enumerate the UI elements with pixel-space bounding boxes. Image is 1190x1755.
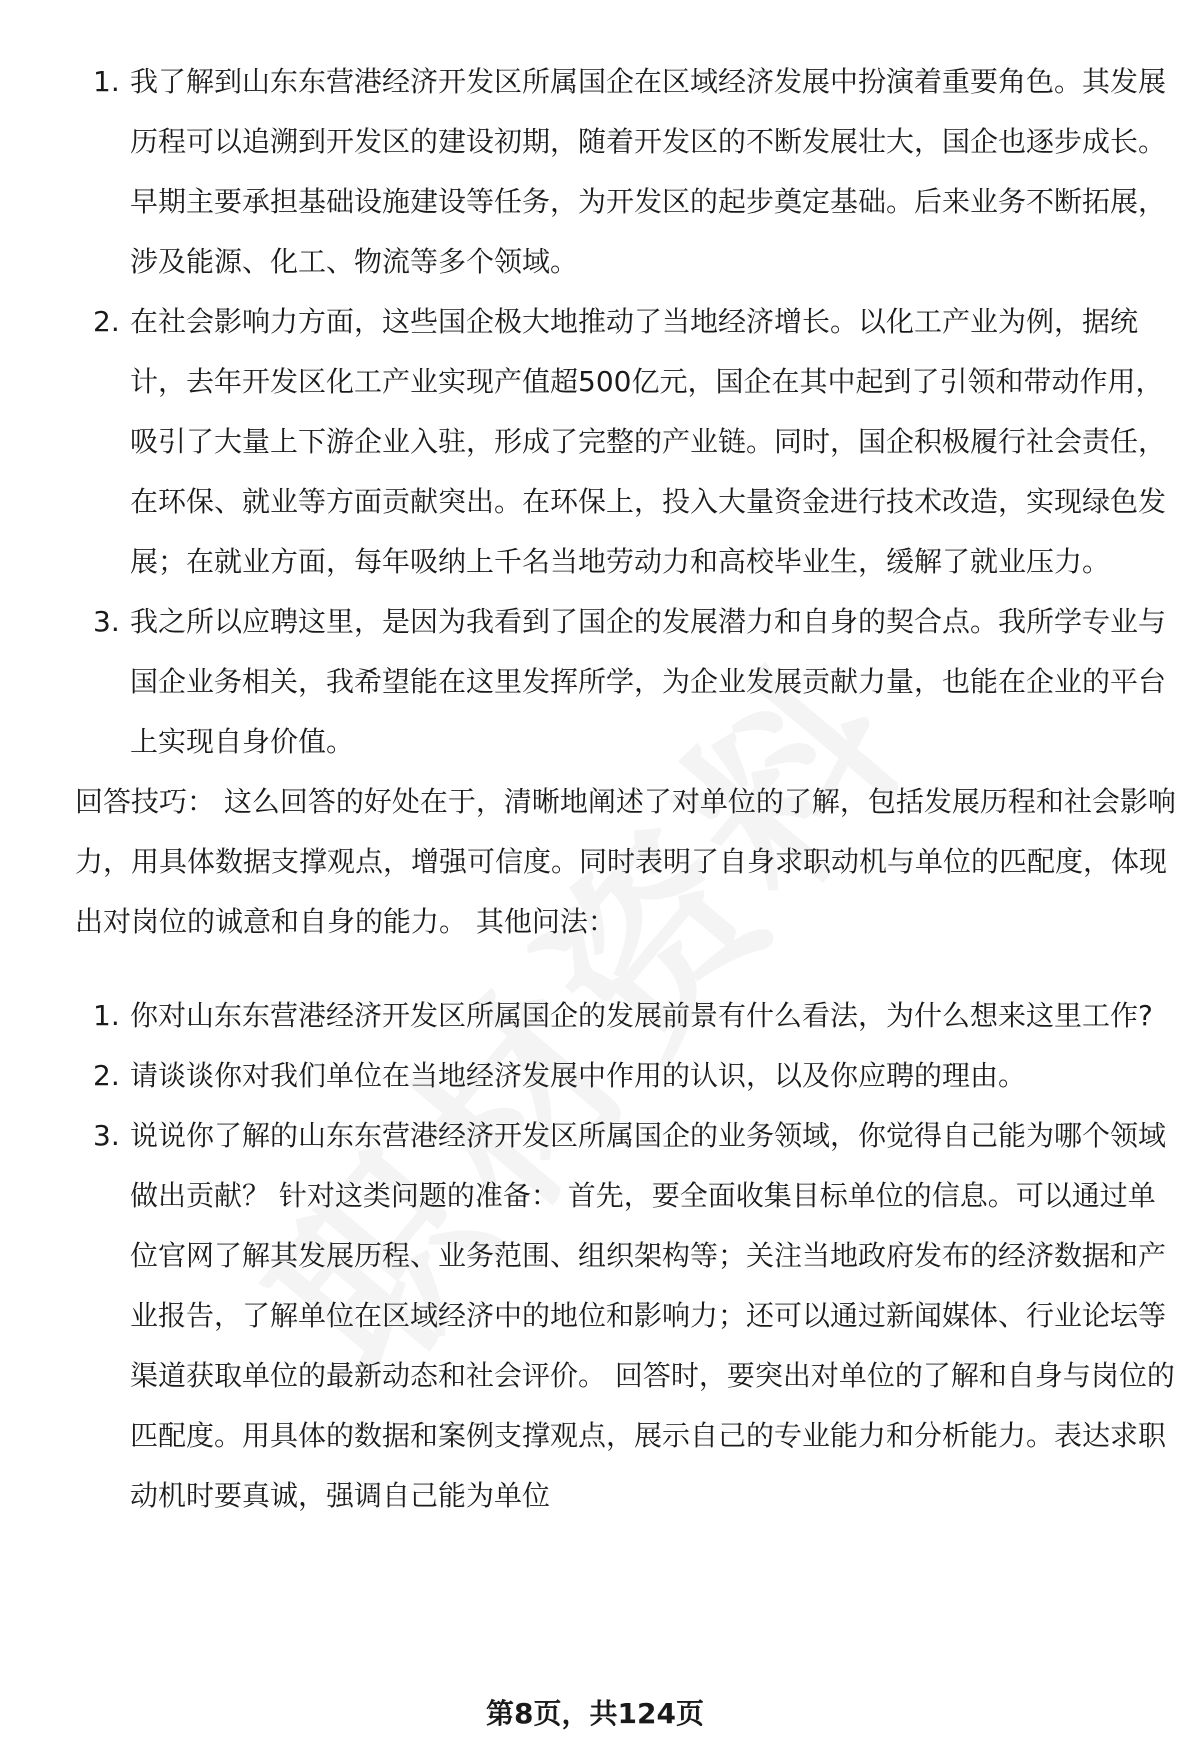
list-item [75, 52, 1175, 292]
other-questions-list [75, 986, 1175, 1526]
list-item-number: 2. [93, 305, 120, 338]
list-item-number: 1. [93, 65, 120, 98]
list-item-text: 你对山东东营港经济开发区所属国企的发展前景有什么看法，为什么想来这里工作? [130, 999, 1153, 1032]
list-item [75, 292, 1175, 592]
answer-list [75, 52, 1175, 772]
list-item [75, 592, 1175, 772]
list-item [75, 986, 1175, 1046]
page-number-footer: 第8页，共124页 [486, 1697, 704, 1730]
list-item-number: 3. [93, 1119, 120, 1152]
list-item-text: 我之所以应聘这里，是因为我看到了国企的发展潜力和自身的契合点。我所学专业与国企业务相关，我希望能在这里发挥所学，为企业发展贡献力量，也能在企业的平台上实现自身价值。 [130, 605, 1167, 758]
list-item-text: 请谈谈你对我们单位在当地经济发展中作用的认识，以及你应聘的理由。 [130, 1059, 1027, 1092]
list-item-text: 在社会影响力方面，这些国企极大地推动了当地经济增长。以化工产业为例，据统计，去年开发区化工产业实现产值超500亿元，国企在其中起到了引领和带动作用，吸引了大量上下游企业入驻，形成了完整的产业链。同时，国企积极履行社会责任，在环保、就业等方面贡献突出。在环保上，投入大量资金进行技术改造，实现绿色发展；在就业方面，每年吸纳上千名当地劳动力和高校毕业生，缓解了就业压力。 [130, 305, 1167, 578]
list-item-text: 我了解到山东东营港经济开发区所属国企在区域经济发展中扮演着重要角色。其发展历程可以追溯到开发区的建设初期，随着开发区的不断发展壮大，国企也逐步成长。早期主要承担基础设施建设等任务，为开发区的起步奠定基础。后来业务不断拓展，涉及能源、化工、物流等多个领域。 [130, 65, 1167, 278]
list-item [75, 1046, 1175, 1106]
list-item-number: 2. [93, 1059, 120, 1092]
list-item [75, 1106, 1175, 1526]
document-content [75, 52, 1175, 1526]
list-item-number: 3. [93, 605, 120, 638]
answer-tips-paragraph: 回答技巧： 这么回答的好处在于，清晰地阐述了对单位的了解，包括发展历程和社会影响力，用具体数据支撑观点，增强可信度。同时表明了自身求职动机与单位的匹配度，体现出对岗位的诚意和自身的能力。 其他问法： [75, 785, 1176, 938]
list-item-number: 1. [93, 999, 120, 1032]
list-item-text: 说说你了解的山东东营港经济开发区所属国企的业务领域，你觉得自己能为哪个领域做出贡献？ 针对这类问题的准备： 首先，要全面收集目标单位的信息。可以通过单位官网了解其发展历程、业务范围、组织架构等；关注当地政府发布的经济数据和产业报告，了解单位在区域经济中的地位和影响力；还可以通过新闻媒体、行业论坛等渠道获取单位的最新动态和社会评价。 回答时，要突出对单位的了解和自身与岗位的匹配度。用具体的数据和案例支撑观点，展示自己的专业能力和分析能力。表达求职动机时要真诚，强调自己能为单位 [130, 1119, 1175, 1512]
